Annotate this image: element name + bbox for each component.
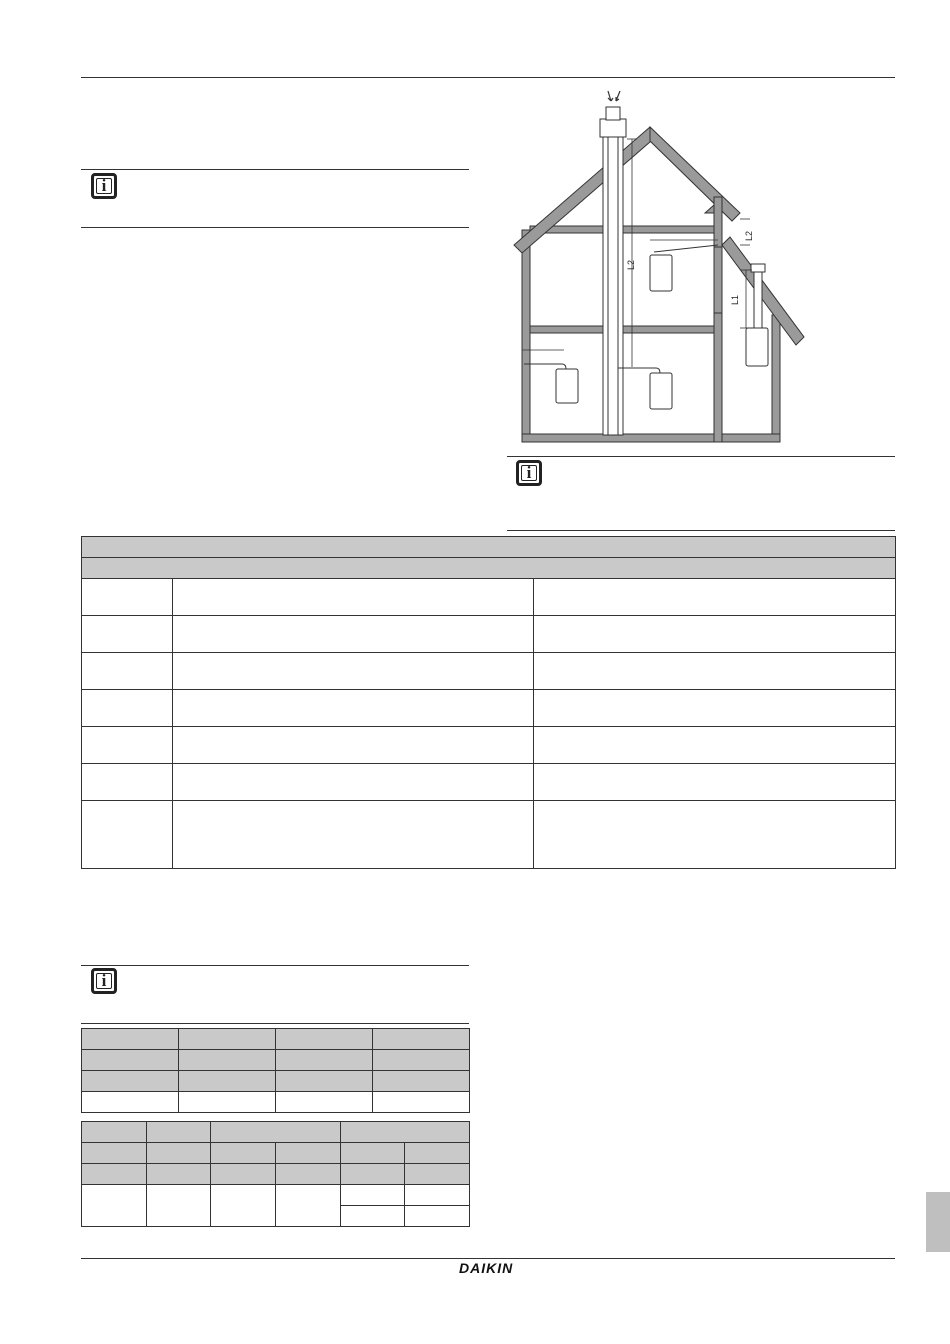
roof-right xyxy=(650,127,740,221)
main-table-subtitle xyxy=(82,558,896,579)
boiler-upper-mid xyxy=(650,255,672,291)
info-icon: i xyxy=(91,968,117,994)
boiler-lower-mid xyxy=(650,373,672,409)
boiler-lower-left xyxy=(556,369,578,403)
small-table-1 xyxy=(81,1028,470,1113)
info-box-top-rule xyxy=(81,169,469,170)
section-tab-marker xyxy=(926,1192,950,1252)
dormer-wall xyxy=(714,197,722,247)
table-row xyxy=(82,1092,470,1113)
table-row xyxy=(82,1071,470,1092)
pipe-lower-mid xyxy=(618,368,660,373)
table-row xyxy=(82,616,896,653)
table-row xyxy=(82,727,896,764)
info-icon: i xyxy=(91,173,117,199)
table-row xyxy=(82,579,896,616)
table-row xyxy=(82,1050,470,1071)
daikin-logo: DAIKIN xyxy=(459,1260,514,1276)
upper-floor-left xyxy=(530,326,610,333)
label-l1-right: L1 xyxy=(730,294,740,305)
info-box-right-bottom-rule xyxy=(507,530,895,531)
boiler-right xyxy=(746,328,768,366)
info-icon: i xyxy=(516,460,542,486)
flue-pipe-inner xyxy=(608,135,618,435)
small-table-2 xyxy=(81,1121,470,1227)
table-row xyxy=(82,1122,470,1143)
info-box-bottom-left-bottom-rule xyxy=(81,1023,469,1024)
table-row xyxy=(82,801,896,869)
vertical-flue-right-cap xyxy=(751,264,765,272)
roof-left xyxy=(514,127,658,253)
table-row xyxy=(82,1029,470,1050)
vertical-flue-right xyxy=(754,270,762,328)
table-row xyxy=(82,1164,470,1185)
info-box-right-top-rule xyxy=(507,456,895,457)
flue-cap xyxy=(606,107,620,120)
footer-rule xyxy=(81,1258,895,1259)
table-row xyxy=(82,1143,470,1164)
label-l2-right: L2 xyxy=(744,230,754,241)
info-box-bottom-rule xyxy=(81,227,469,228)
inner-wall-right xyxy=(714,313,722,442)
right-wall xyxy=(772,315,780,442)
flue-terminal xyxy=(600,119,626,137)
upper-floor-mid xyxy=(622,326,714,333)
flue-installation-diagram xyxy=(500,85,895,445)
table-row xyxy=(82,1185,470,1206)
main-table xyxy=(81,536,896,869)
label-l2-center: L2 xyxy=(626,259,636,270)
pipe-upper-mid xyxy=(654,245,718,252)
left-wall xyxy=(522,230,530,442)
floor-slab xyxy=(522,434,780,442)
main-table-title xyxy=(82,537,896,558)
info-box-bottom-left-top-rule xyxy=(81,965,469,966)
header-rule xyxy=(81,77,895,78)
table-row xyxy=(82,653,896,690)
table-row xyxy=(82,764,896,801)
table-row xyxy=(82,690,896,727)
